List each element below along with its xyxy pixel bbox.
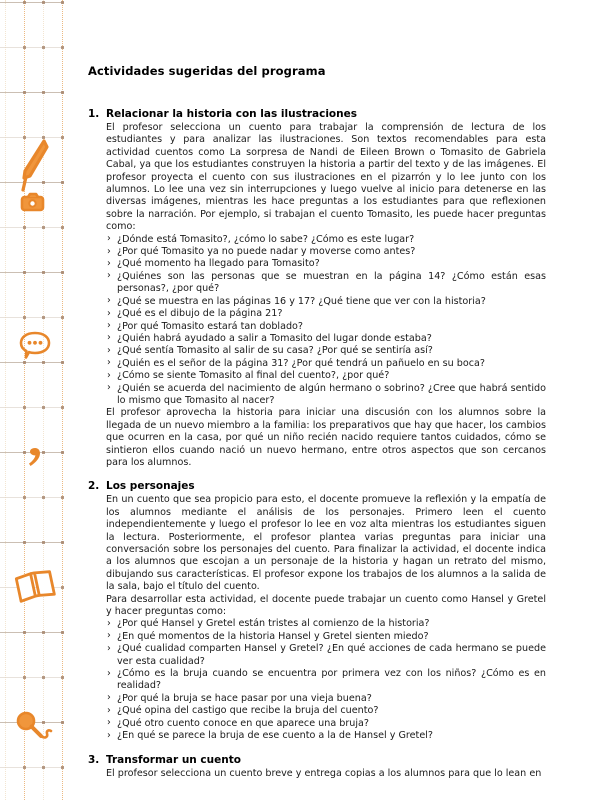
question-list — [106, 618, 546, 742]
grid-node — [42, 631, 45, 634]
grid-node — [23, 631, 26, 634]
section-heading — [88, 480, 546, 493]
grid-node — [23, 766, 26, 769]
section-spacer — [88, 469, 546, 480]
grid-node — [42, 226, 45, 229]
grid-node — [23, 541, 26, 544]
grid-node — [23, 91, 26, 94]
question-item: › ¿Qué sentía Tomasito al salir de su casa? ¿Por qué se sentiría así? — [106, 345, 546, 357]
section-number: 3. — [88, 753, 100, 766]
section-number: 1. — [88, 108, 100, 120]
section-spacer — [88, 743, 546, 754]
body-paragraph: Para desarrollar esta actividad, el docente puede trabajar un cuento como Hansel y Gretel y hacer preguntas como: — [106, 593, 546, 618]
activity-section — [88, 108, 546, 469]
activity-section — [88, 480, 546, 742]
grid-line-horizontal — [0, 317, 64, 318]
body-paragraph: En un cuento que sea propicio para esto, el docente promueve la reflexión y la empatía de los alumnos mediante el análisis de los personajes. Primero leen el cuento independientemente y luego el profesor lo lee en voz alta mientras los estudiantes siguen la lectura. Posteriormente, el profesor plantea varias preguntas para iniciar una conversación sobre los personajes del cuento. Para finalizar la actividad, el docente indica a los alumnos que escojan a un personaje de la historia y hagan un retrato del mismo, dibujando sus características. El profesor expone los trabajos de los alumnos a la salida de la sala, bajo el título del cuento. — [106, 494, 546, 593]
section-heading-text: Los personajes — [106, 480, 195, 493]
grid-node — [23, 226, 26, 229]
grid-node — [23, 271, 26, 274]
grid-line-horizontal — [0, 632, 64, 633]
grid-node — [23, 406, 26, 409]
question-item: › ¿Qué momento ha llegado para Tomasito? — [106, 258, 546, 270]
question-item: › ¿Cómo es la bruja cuando se encuentra por primera vez con los niños? ¿Cómo es en realidad? — [106, 668, 546, 693]
grid-line-horizontal — [0, 677, 64, 678]
grid-node — [42, 361, 45, 364]
grid-node — [42, 496, 45, 499]
question-item: › ¿Cómo se siente Tomasito al final del cuento?, ¿por qué? — [106, 370, 546, 382]
question-item: › ¿Por qué Tomasito estará tan doblado? — [106, 321, 546, 333]
grid-line-horizontal — [0, 92, 64, 93]
body-paragraph: El profesor aprovecha la historia para iniciar una discusión con los alumnos sobre la llegada de un nuevo miembro a la familia: los preparativos que hay que hacer, los cambios que ocurren en la casa, por qué un niño recién nacido requiere tantos cuidados, cómo se sintieron ellos cuando nació un nuevo hermano, entre otros aspectos que son cercanos para los alumnos. — [106, 407, 546, 468]
grid-line-horizontal — [0, 47, 64, 48]
grid-line-horizontal — [0, 407, 64, 408]
comma-icon — [26, 446, 42, 468]
question-item: › ¿Qué opina del castigo que recibe la bruja del cuento? — [106, 705, 546, 717]
grid-line-horizontal — [0, 227, 64, 228]
grid-node — [23, 46, 26, 49]
grid-node — [42, 46, 45, 49]
grid-node — [42, 316, 45, 319]
grid-line-horizontal — [0, 542, 64, 543]
page-title: Actividades sugeridas del programa — [88, 64, 326, 78]
activity-section — [88, 754, 546, 780]
grid-node — [42, 91, 45, 94]
question-item: › ¿Quién habrá ayudado a salir a Tomasito del lugar donde estaba? — [106, 333, 546, 345]
microphone-icon — [14, 710, 58, 742]
grid-line-horizontal — [0, 272, 64, 273]
question-list — [106, 234, 546, 408]
question-item: › ¿Dónde está Tomasito?, ¿cómo lo sabe? ¿Cómo es este lugar? — [106, 234, 546, 246]
section-heading-text: Transformar un cuento — [106, 753, 241, 766]
question-item: › ¿En qué se parece la bruja de ese cuento a la de Hansel y Gretel? — [106, 730, 546, 742]
grid-node — [42, 676, 45, 679]
grid-node — [23, 1, 26, 4]
decorative-left-margin — [0, 0, 64, 800]
open-book-icon — [14, 568, 56, 602]
grid-line-vertical — [5, 0, 6, 800]
section-heading — [88, 108, 546, 121]
grid-line-vertical — [62, 0, 63, 800]
body-paragraph: El profesor selecciona un cuento breve y entrega copias a los alumnos para que lo lean en — [106, 767, 542, 779]
question-item: › ¿Quién se acuerda del nacimiento de algún hermano o sobrino? ¿Cree que habrá sentido lo mismo que Tomasito al nacer? — [106, 383, 546, 408]
grid-line-horizontal — [0, 497, 64, 498]
grid-line-vertical — [43, 0, 44, 800]
grid-line-horizontal — [0, 767, 64, 768]
pencil-icon — [16, 138, 50, 192]
grid-line-vertical — [24, 0, 25, 800]
question-item: › ¿Qué cualidad comparten Hansel y Gretel? ¿En qué acciones de cada hermano se puede ver esta cualidad? — [106, 643, 546, 668]
question-item: › ¿En qué momentos de la historia Hansel y Gretel sienten miedo? — [106, 631, 546, 643]
page-content — [64, 0, 600, 800]
grid-node — [42, 1, 45, 4]
question-item: › ¿Por qué Hansel y Gretel están tristes al comienzo de la historia? — [106, 618, 546, 630]
question-item: › ¿Qué otro cuento conoce en que aparece una bruja? — [106, 718, 546, 730]
document-body — [88, 108, 546, 780]
section-number: 2. — [88, 480, 100, 493]
grid-node — [42, 541, 45, 544]
grid-line-horizontal — [0, 2, 64, 3]
body-paragraph: El profesor selecciona un cuento para trabajar la comprensión de lectura de los estudiantes y para analizar las ilustraciones. Son textos recomendables para esta actividad cuentos como La sorpresa de Nandi de Eileen Brown o Tomasito de Gabriela Cabal, ya que los estudiantes construyen la historia a partir del texto y de las imágenes. El profesor proyecta el cuento con sus ilustraciones en el pizarrón y lo lee junto con los alumnos. Lo lee una vez sin interrupciones y luego vuelve al inicio para detenerse en las diversas imágenes, mientras les hace preguntas a los estudiantes para que reflexionen sobre la narración. Por ejemplo, si trabajan el cuento Tomasito, les puede hacer preguntas como: — [106, 122, 546, 233]
question-item: › ¿Por qué la bruja se hace pasar por una vieja buena? — [106, 693, 546, 705]
grid-node — [42, 766, 45, 769]
question-item: › ¿Quién es el señor de la página 31? ¿Por qué tendrá un pañuelo en su boca? — [106, 358, 546, 370]
grid-node — [23, 496, 26, 499]
camera-icon — [20, 192, 46, 212]
grid-node — [23, 676, 26, 679]
grid-node — [23, 361, 26, 364]
grid-node — [42, 451, 45, 454]
section-heading — [88, 754, 546, 767]
question-item: › ¿Quiénes son las personas que se muestran en la página 14? ¿Cómo están esas personas?, ¿por qué? — [106, 271, 546, 296]
grid-line-horizontal — [0, 362, 64, 363]
grid-node — [42, 271, 45, 274]
question-item: › ¿Qué se muestra en las páginas 16 y 17? ¿Qué tiene que ver con la historia? — [106, 296, 546, 308]
grid-node — [42, 406, 45, 409]
question-item: › ¿Qué es el dibujo de la página 21? — [106, 308, 546, 320]
grid-node — [23, 316, 26, 319]
question-item: › ¿Por qué Tomasito ya no puede nadar y moverse como antes? — [106, 246, 546, 258]
section-heading-text: Relacionar la historia con las ilustraciones — [106, 108, 357, 120]
speech-bubble-icon — [18, 330, 52, 360]
